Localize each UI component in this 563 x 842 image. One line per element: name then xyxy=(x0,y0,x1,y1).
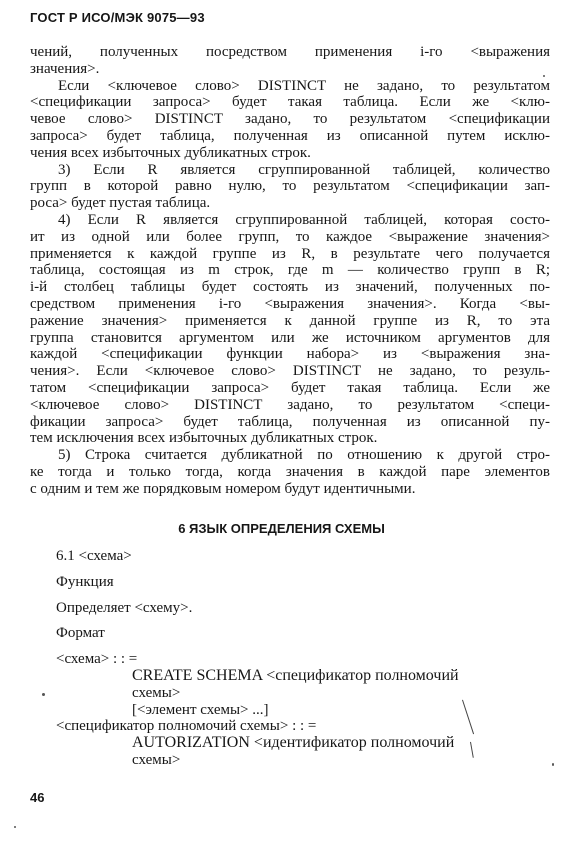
section-title: 6 ЯЗЫК ОПРЕДЕЛЕНИЯ СХЕМЫ xyxy=(178,521,385,536)
syntax-rule-line: схемы> xyxy=(132,751,181,768)
function-text: Определяет <схему>. xyxy=(56,599,193,616)
function-label: Функция xyxy=(56,573,114,590)
text-line: ит из одной или более групп, то каждое <выражение значения> xyxy=(30,228,550,245)
text-line: татом <спецификации запроса> будет такая таблица. Если же xyxy=(30,379,550,396)
scan-speck xyxy=(552,763,554,766)
syntax-rule-line: CREATE SCHEMA <спецификатор полномочий xyxy=(132,666,459,684)
text-line: с одним и тем же порядковым номером будут идентичными. xyxy=(30,480,416,497)
body-text xyxy=(30,44,550,498)
syntax-rule-line: схемы> xyxy=(132,684,181,701)
text-line: i-й столбец таблицы будет состоять из значений, полученных по- xyxy=(30,279,550,296)
text-line: чений, полученных посредством применения i-го <выражения xyxy=(30,44,550,60)
text-line: группа становится аргументом или же источником аргументов для xyxy=(30,329,550,346)
text-line: значения>. xyxy=(30,60,100,77)
scan-speck xyxy=(14,826,16,828)
text-line: средством применения i-го <выражения значения>. Когда <вы- xyxy=(30,295,550,312)
text-line: применяется к каждой группе из R, в результате чего получается xyxy=(30,245,550,262)
text-line: фикации запроса> будет таблица, полученная из описанной пу- xyxy=(30,413,550,430)
text-line: ке тогда и только тогда, когда значения в каждой паре элементов xyxy=(30,463,550,480)
text-line: 4) Если R является сгруппированной таблицей, которая состо- xyxy=(58,211,550,228)
text-line: запроса> будет таблица, полученная из описанной путем исклю- xyxy=(30,127,550,144)
text-line: роса> будет пустая таблица. xyxy=(30,195,211,212)
text-line: чения>. Если <ключевое слово> DISTINCT не задано, то резуль- xyxy=(30,363,550,380)
text-line: 3) Если R является сгруппированной таблицей, количество xyxy=(58,161,550,178)
definition-block xyxy=(56,548,516,769)
syntax-rule-head: <спецификатор полномочий схемы> : : = xyxy=(56,718,317,735)
text-line: <ключевое слово> DISTINCT задано, то результатом <специ- xyxy=(30,396,550,413)
text-line: чевое слово> DISTINCT задано, то результатом <спецификации xyxy=(30,111,550,128)
definition-number: 6.1 <схема> xyxy=(56,548,132,564)
text-line: ражение значения> применяется к данной группе из R, то эта xyxy=(30,312,550,329)
syntax-rule-line: AUTORIZATION <идентификатор полномочий xyxy=(132,734,455,752)
page-number: 46 xyxy=(30,790,45,805)
text-line: групп в которой равно нулю, то результатом <спецификации зап- xyxy=(30,178,550,195)
text-line: тем исключения всех избыточных дубликатных строк. xyxy=(30,430,378,447)
scan-speck xyxy=(42,693,45,696)
syntax-rule-line: [<элемент схемы> ...] xyxy=(132,701,269,718)
format-label: Формат xyxy=(56,625,105,642)
syntax-rule-head: <схема> : : = xyxy=(56,651,138,668)
scan-speck xyxy=(543,75,545,77)
text-line: каждой <спецификации функции набора> из <выражения зна- xyxy=(30,346,550,363)
text-line: 5) Строка считается дубликатной по отношению к другой стро- xyxy=(58,447,550,464)
text-line: <спецификации запроса> будет такая таблица. Если же <клю- xyxy=(30,94,550,111)
text-line: чения всех избыточных дубликатных строк. xyxy=(30,144,311,161)
page-header: ГОСТ Р ИСО/МЭК 9075—93 xyxy=(30,10,205,25)
text-line: таблица, состоящая из m строк, где m — количество групп в R; xyxy=(30,262,550,279)
text-line: Если <ключевое слово> DISTINCT не задано, то результатом xyxy=(58,77,550,94)
